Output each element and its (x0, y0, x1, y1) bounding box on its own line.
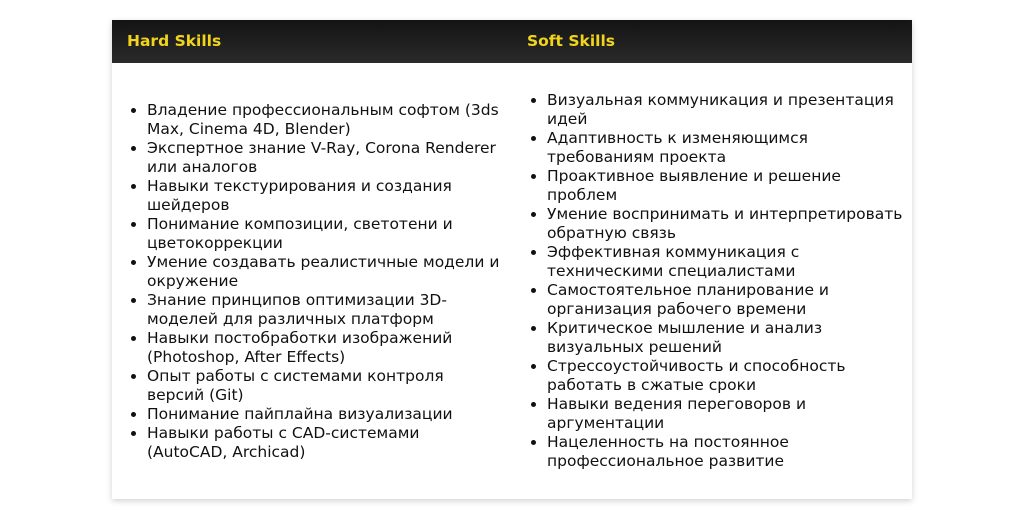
soft-skills-column (512, 63, 912, 499)
hard-skills-heading: Hard Skills (127, 32, 222, 50)
list-item: Стрессоустойчивость и способность работать в сжатые сроки (547, 357, 912, 395)
hard-skills-list (112, 101, 512, 462)
list-item: Навыки работы с CAD-системами (AutoCAD, Archicad) (147, 424, 512, 462)
skills-table (112, 20, 912, 499)
list-item: Понимание пайплайна визуализации (147, 405, 512, 424)
list-item: Проактивное выявление и решение проблем (547, 167, 912, 205)
soft-skills-list (512, 91, 912, 471)
list-item: Знание принципов оптимизации 3D-моделей для различных платформ (147, 291, 512, 329)
hard-skills-column (112, 63, 512, 499)
list-item: Опыт работы с системами контроля версий (Git) (147, 367, 512, 405)
list-item: Навыки ведения переговоров и аргументации (547, 395, 912, 433)
list-item: Навыки постобработки изображений (Photoshop, After Effects) (147, 329, 512, 367)
list-item: Понимание композиции, светотени и цветокоррекции (147, 215, 512, 253)
list-item: Самостоятельное планирование и организация рабочего времени (547, 281, 912, 319)
list-item: Умение воспринимать и интерпретировать обратную связь (547, 205, 912, 243)
list-item: Умение создавать реалистичные модели и окружение (147, 253, 512, 291)
list-item: Владение профессиональным софтом (3ds Max, Cinema 4D, Blender) (147, 101, 512, 139)
list-item: Критическое мышление и анализ визуальных решений (547, 319, 912, 357)
list-item: Нацеленность на постоянное профессиональное развитие (547, 433, 912, 471)
list-item: Навыки текстурирования и создания шейдеров (147, 177, 512, 215)
list-item: Визуальная коммуникация и презентация идей (547, 91, 912, 129)
table-header (112, 20, 912, 63)
table-body (112, 63, 912, 499)
list-item: Адаптивность к изменяющимся требованиям проекта (547, 129, 912, 167)
list-item: Экспертное знание V-Ray, Corona Renderer или аналогов (147, 139, 512, 177)
list-item: Эффективная коммуникация с техническими специалистами (547, 243, 912, 281)
soft-skills-heading: Soft Skills (527, 32, 615, 50)
